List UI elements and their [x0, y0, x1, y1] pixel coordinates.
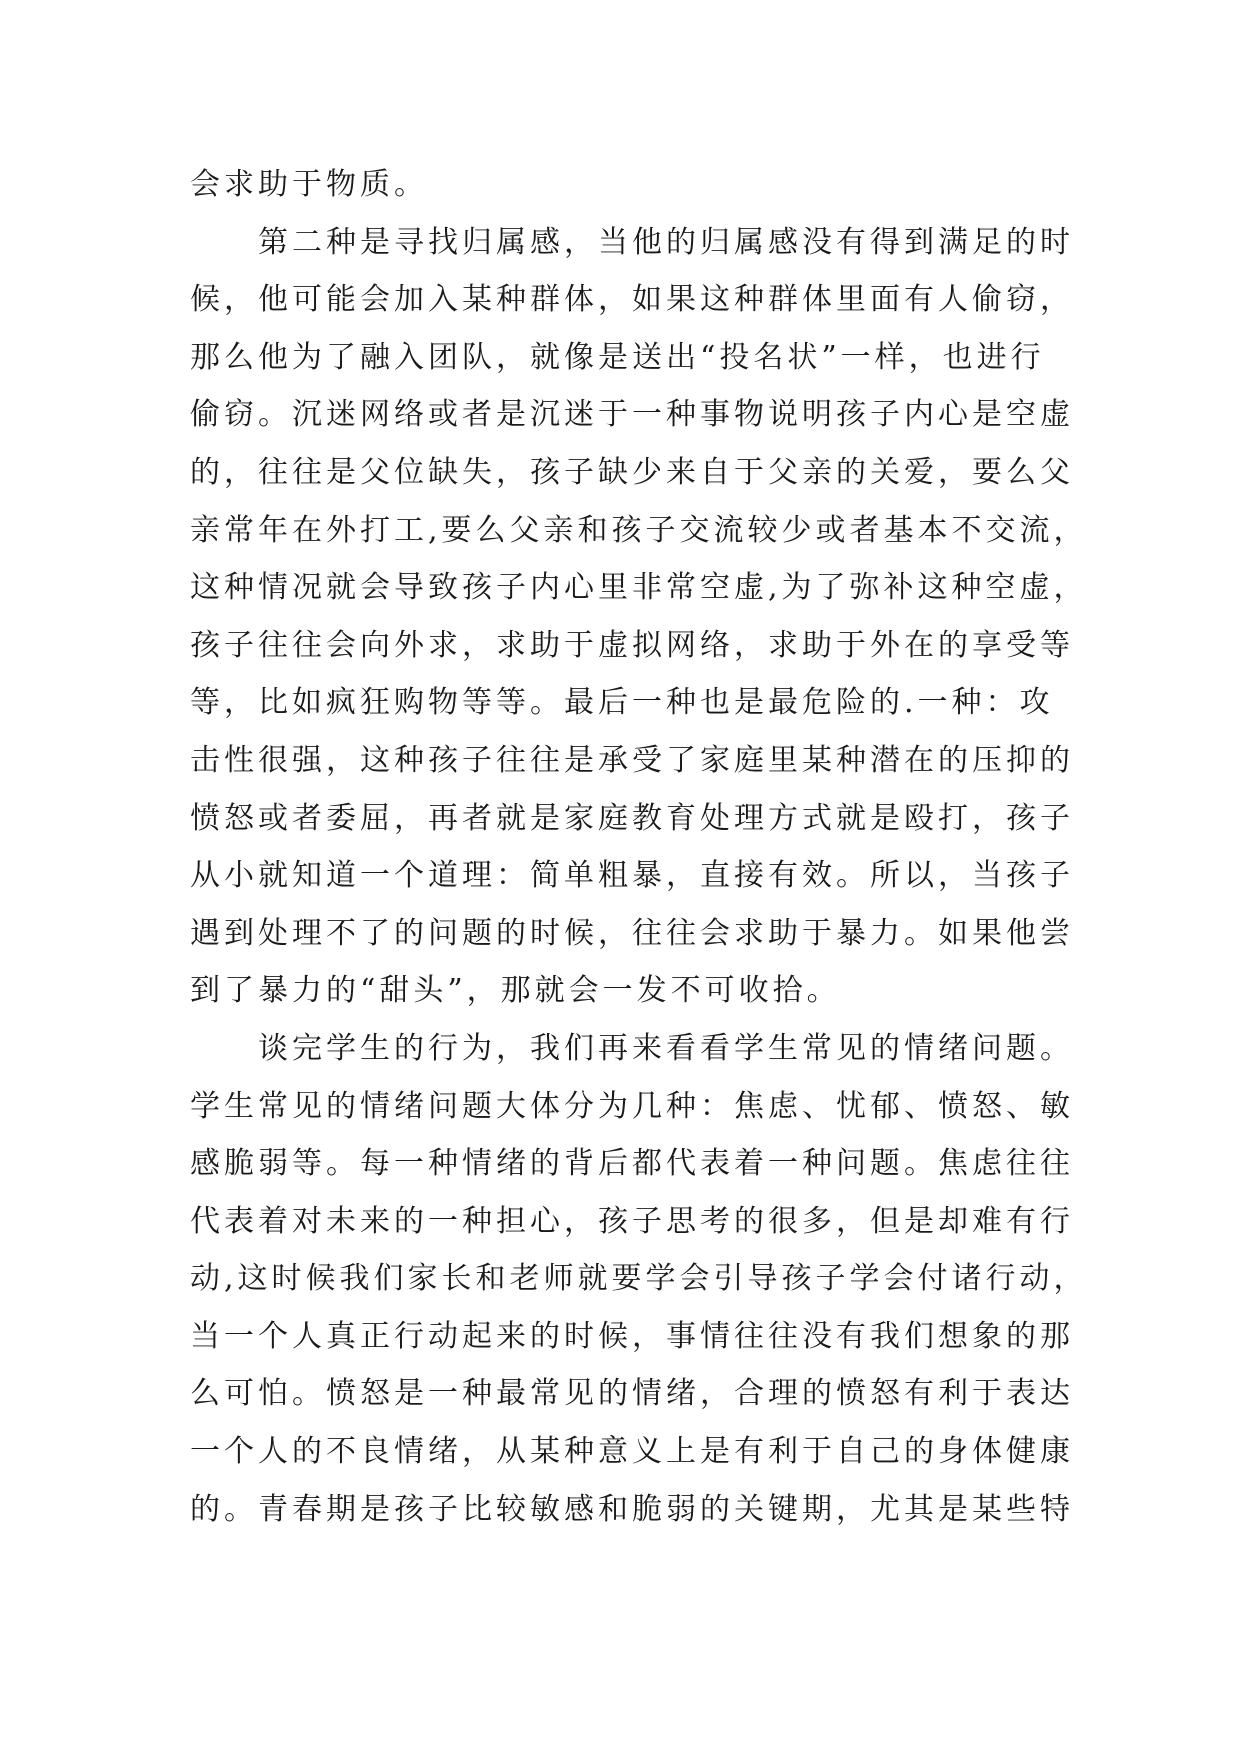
- text-line: 感脆弱等。每一种情绪的背后都代表着一种问题。焦虑往往: [190, 1146, 1074, 1182]
- text-line: 击性很强，这种孩子往往是承受了家庭里某种潜在的压抑的: [190, 742, 1074, 778]
- text-line: 代表着对未来的一种担心，孩子思考的很多，但是却难有行: [190, 1203, 1074, 1239]
- text-line: 的。青春期是孩子比较敏感和脆弱的关键期，尤其是某些特: [190, 1491, 1074, 1527]
- text-line: 孩子往往会向外求，求助于虚拟网络，求助于外在的享受等: [190, 627, 1074, 663]
- text-line: 谈完学生的行为，我们再来看看学生常见的情绪问题。: [190, 1030, 1074, 1066]
- text-line: 会求助于物质。: [190, 167, 428, 202]
- text-line: 偷窃。沉迷网络或者是沉迷于一种事物说明孩子内心是空虚: [190, 397, 1074, 433]
- text-line: 愤怒或者委屈，再者就是家庭教育处理方式就是殴打，孩子: [190, 800, 1074, 836]
- text-line: 一个人的不良情绪，从某种意义上是有利于自己的身体健康: [190, 1434, 1074, 1470]
- text-line: 学生常见的情绪问题大体分为几种：焦虑、忧郁、愤怒、敏: [190, 1088, 1074, 1124]
- text-line: 亲常年在外打工,要么父亲和孩子交流较少或者基本不交流，: [190, 512, 1088, 548]
- text-line: 到了暴力的“甜头”，那就会一发不可收拾。: [190, 973, 841, 1009]
- text-line: 候，他可能会加入某种群体，如果这种群体里面有人偷窃，: [190, 282, 1074, 318]
- text-line: 的，往往是父位缺失，孩子缺少来自于父亲的关爱，要么父: [190, 454, 1074, 490]
- text-line: 从小就知道一个道理：简单粗暴，直接有效。所以，当孩子: [190, 858, 1074, 894]
- text-line: 么可怕。愤怒是一种最常见的情绪，合理的愤怒有利于表达: [190, 1376, 1074, 1412]
- text-line: 这种情况就会导致孩子内心里非常空虚,为了弥补这种空虚，: [190, 570, 1088, 606]
- text-line: 遇到处理不了的问题的时候，往往会求助于暴力。如果他尝: [190, 915, 1074, 951]
- text-line: 当一个人真正行动起来的时候，事情往往没有我们想象的那: [190, 1318, 1074, 1354]
- text-line: 那么他为了融入团队，就像是送出“投名状”一样，也进行: [190, 339, 1045, 375]
- text-line: 第二种是寻找归属感，当他的归属感没有得到满足的时: [190, 224, 1074, 260]
- text-line: 等，比如疯狂购物等等。最后一种也是最危险的.一种：攻: [190, 685, 1054, 721]
- body-text: [190, 156, 1088, 1538]
- text-line: 动,这时候我们家长和老师就要学会引导孩子学会付诸行动，: [190, 1261, 1088, 1297]
